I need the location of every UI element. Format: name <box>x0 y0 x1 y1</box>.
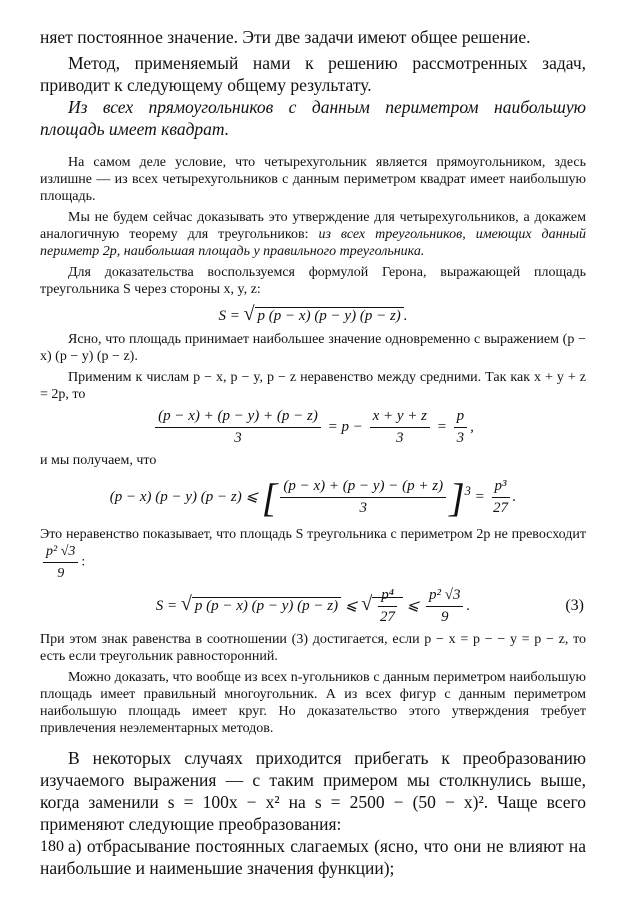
paragraph-item-a: а) отбрасывание постоянных слагаемых (ясно, что они не влияют на наибольшие и наименьшие значения функции); <box>40 836 586 878</box>
radical-sign: √ <box>180 592 192 615</box>
radical-sign: √ <box>243 303 255 325</box>
paragraph-transform: В некоторых случаях приходится прибегать к преобразованию изучаемого выражения — с таким примером мы столкнулись выше, когда заменили s = 100x − x² на s = 2500 − (50 − x)². Чаще всего применяют следующие преобразования: <box>40 748 586 834</box>
theorem-statement: Из всех прямоугольников с данным периметром наибольшую площадь имеет квадрат. <box>40 97 586 139</box>
note-triangle: Мы не будем сейчас доказывать это утверждение для четырехугольников, а докажем аналогичную теорему для треугольников: из всех треугольников, имеющих данный периметр 2p, наибольшая площадь у правильного треугольника. <box>40 210 586 259</box>
equation-3: S = √ p (p − x) (p − y) (p − z) ⩽ √ $\frac{\text{p⁴}}{27}$ ⩽ $\frac{\text{p² √3}}{9}$ . (3) <box>155 587 584 625</box>
cube-inequality: (p − x) (p − y) (p − z) ⩽ [ $\frac{(p - x) + (p - y) - (p + z)}{3}$ ]$^3$ = $\frac{\text{p³}}{27}$ . <box>109 475 517 520</box>
paragraph-continuation: няет постоянное значение. Эти две задачи имеют общее решение. <box>40 27 531 47</box>
left-bracket: [ <box>261 475 278 520</box>
we-get: и мы получаем, что <box>40 453 157 468</box>
fraction-p3-27: $\frac{\text{p³}}{27}$ <box>493 478 509 516</box>
max-note: Ясно, что площадь принимает наибольшее значение одновременно с выражением (p − x) (p − y) (p − z). <box>40 332 586 364</box>
fraction-final: $\frac{\text{p² √3}}{9}$ <box>426 587 463 626</box>
page-number: 180 <box>40 838 64 855</box>
equation-number: (3) <box>565 597 584 614</box>
polygon-note: Можно доказать, что вообще из всех n-угольников с данным периметром наибольшую площадь имеет правильный многоугольник. А из всех фигур с данным периметром наибольшую площадь имеет круг. Но доказательство этого утверждения требует привлечения неэлементарных методов. <box>40 670 586 736</box>
mean-formula: $\frac{(p - x) + (p - y) + (p - z)}{3}$ = p − $\frac{x + y + z}{3}$ = $\frac{p}{3}$ , <box>40 408 586 447</box>
fraction-p3: $\frac{p}{3}$ <box>454 408 468 447</box>
heron-intro: Для доказательства воспользуемся формулой Герона, выражающей площадь треугольника S через стороны x, y, z: <box>40 265 586 297</box>
note-quadrilateral: На самом деле условие, что четырехугольник является прямоугольником, здесь излишне — из всех четырехугольников с данным периметром квадрат имеет наибольшую площадь. <box>40 155 586 204</box>
fraction-sum: $\frac{(p - x) + (p - y) + (p - z)}{3}$ <box>155 408 321 447</box>
fraction-p4-27: $\frac{\text{p⁴}}{27}$ <box>380 587 396 625</box>
fraction-bound: $\frac{\text{p² √3}}{9}$ <box>43 543 78 582</box>
page-content <box>40 26 586 879</box>
bound-statement: Это неравенство показывает, что площадь S треугольника с периметром 2p не превосходит $\frac{\text{p² √3}}{9}$ : <box>40 527 586 581</box>
triangle-theorem: из всех треугольников, имеющих данный периметр 2p, наибольшая площадь у правильного треугольника. <box>40 227 586 259</box>
paragraph-method: Метод, применяемый нами к решению рассмотренных задач, приводит к следующему общему результату. <box>40 53 586 95</box>
heron-formula: S = √ p (p − x) (p − y) (p − z) . <box>218 303 408 325</box>
right-bracket: ] <box>449 475 465 520</box>
radical-sign: √ <box>361 592 373 615</box>
fraction-bracket: $\frac{(p - x) + (p - y) - (p + z)}{3}$ <box>280 478 446 517</box>
mean-inequality-intro: Применим к числам p − x, p − y, p − z неравенство между средними. Так как x + y + z = 2p, то <box>40 370 586 402</box>
fraction-xyz: $\frac{x + y + z}{3}$ <box>370 408 430 447</box>
equality-condition: При этом знак равенства в соотношении (3) достигается, если p − x = p − − y = p − z, то есть если треугольник равносторонний. <box>40 632 586 664</box>
